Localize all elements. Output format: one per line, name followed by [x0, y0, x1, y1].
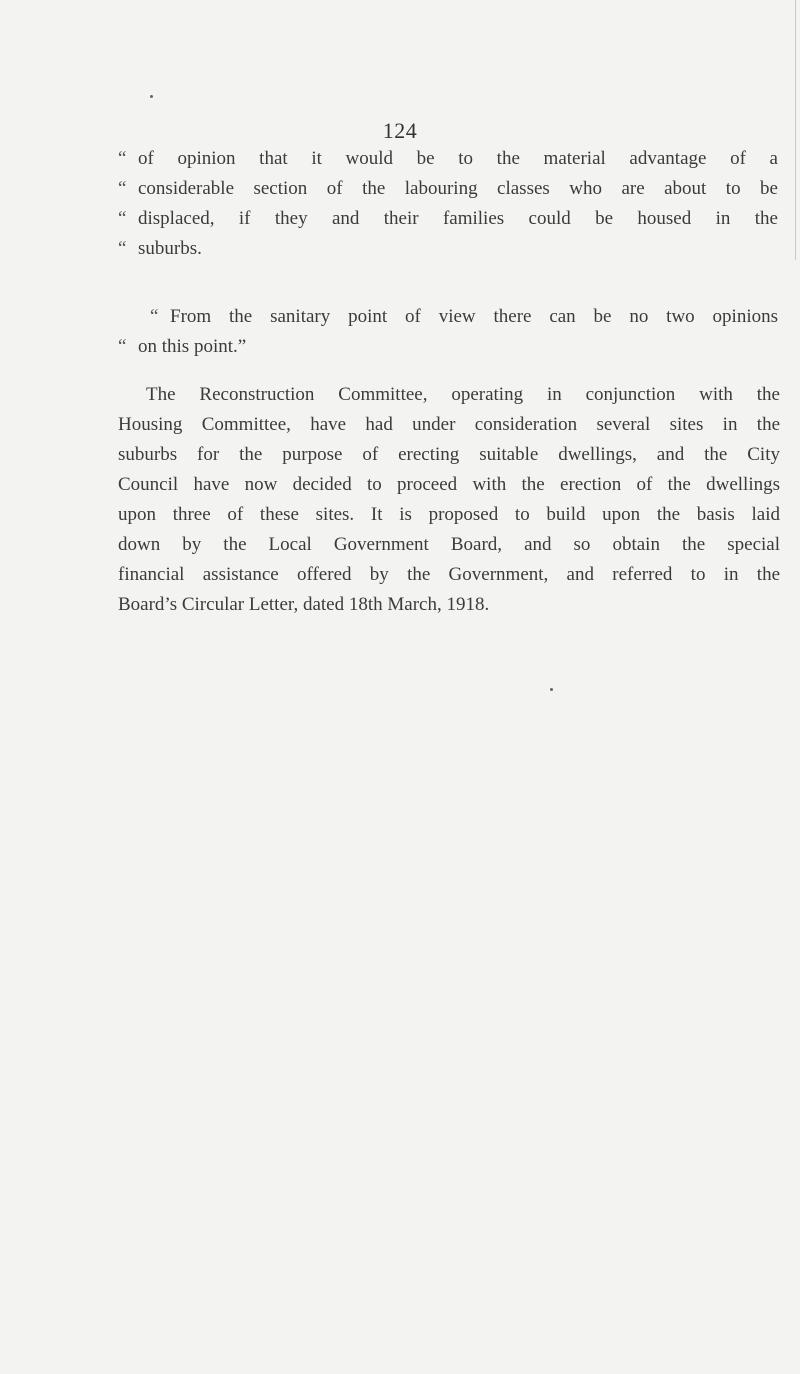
paragraph-line: down by the Local Government Board, and so obtain the special	[118, 534, 780, 555]
quote-line	[150, 302, 778, 332]
quote-line-text: on this point.”	[138, 336, 247, 357]
quote-mark: “	[118, 148, 127, 169]
quote-line	[118, 332, 778, 362]
quote-block-opinion	[118, 120, 778, 264]
quote-mark: “	[118, 238, 127, 259]
quote-line	[118, 204, 778, 234]
quote-block-sanitary-end	[118, 332, 778, 362]
quote-line-text: considerable section of the labouring classes who are about to be	[138, 178, 778, 199]
quote-line-text: From the sanitary point of view there can be no two opinions	[170, 306, 778, 327]
quote-line-text: suburbs.	[138, 238, 202, 259]
paragraph-line: Housing Committee, have had under consideration several sites in the	[118, 414, 780, 435]
quote-mark: “	[118, 178, 127, 199]
paragraph-line: suburbs for the purpose of erecting suitable dwellings, and the City	[118, 444, 780, 465]
quote-line-text: of opinion that it would be to the material advantage of a	[138, 148, 778, 169]
page-number: 124	[382, 118, 418, 143]
paragraph-line: financial assistance offered by the Government, and referred to in the	[118, 564, 780, 585]
quote-mark: “	[118, 208, 127, 229]
scan-speck	[150, 95, 153, 98]
quote-line	[118, 174, 778, 204]
quote-line-text: displaced, if they and their families could be housed in the	[138, 208, 778, 229]
paragraph-line: The Reconstruction Committee, operating in conjunction with the	[146, 384, 780, 405]
paragraph-line: upon three of these sites. It is proposed to build upon the basis laid	[118, 504, 780, 525]
scan-speck	[550, 688, 553, 691]
quote-mark: “	[150, 306, 159, 327]
quote-mark: “	[118, 336, 127, 357]
paragraph-line: Council have now decided to proceed with the erection of the dwellings	[118, 474, 780, 495]
quote-line	[118, 144, 778, 174]
reconstruction-paragraph	[118, 370, 780, 620]
quote-line	[118, 234, 778, 264]
quote-block-sanitary	[150, 262, 778, 332]
paragraph-line: Board’s Circular Letter, dated 18th March, 1918.	[118, 594, 490, 615]
